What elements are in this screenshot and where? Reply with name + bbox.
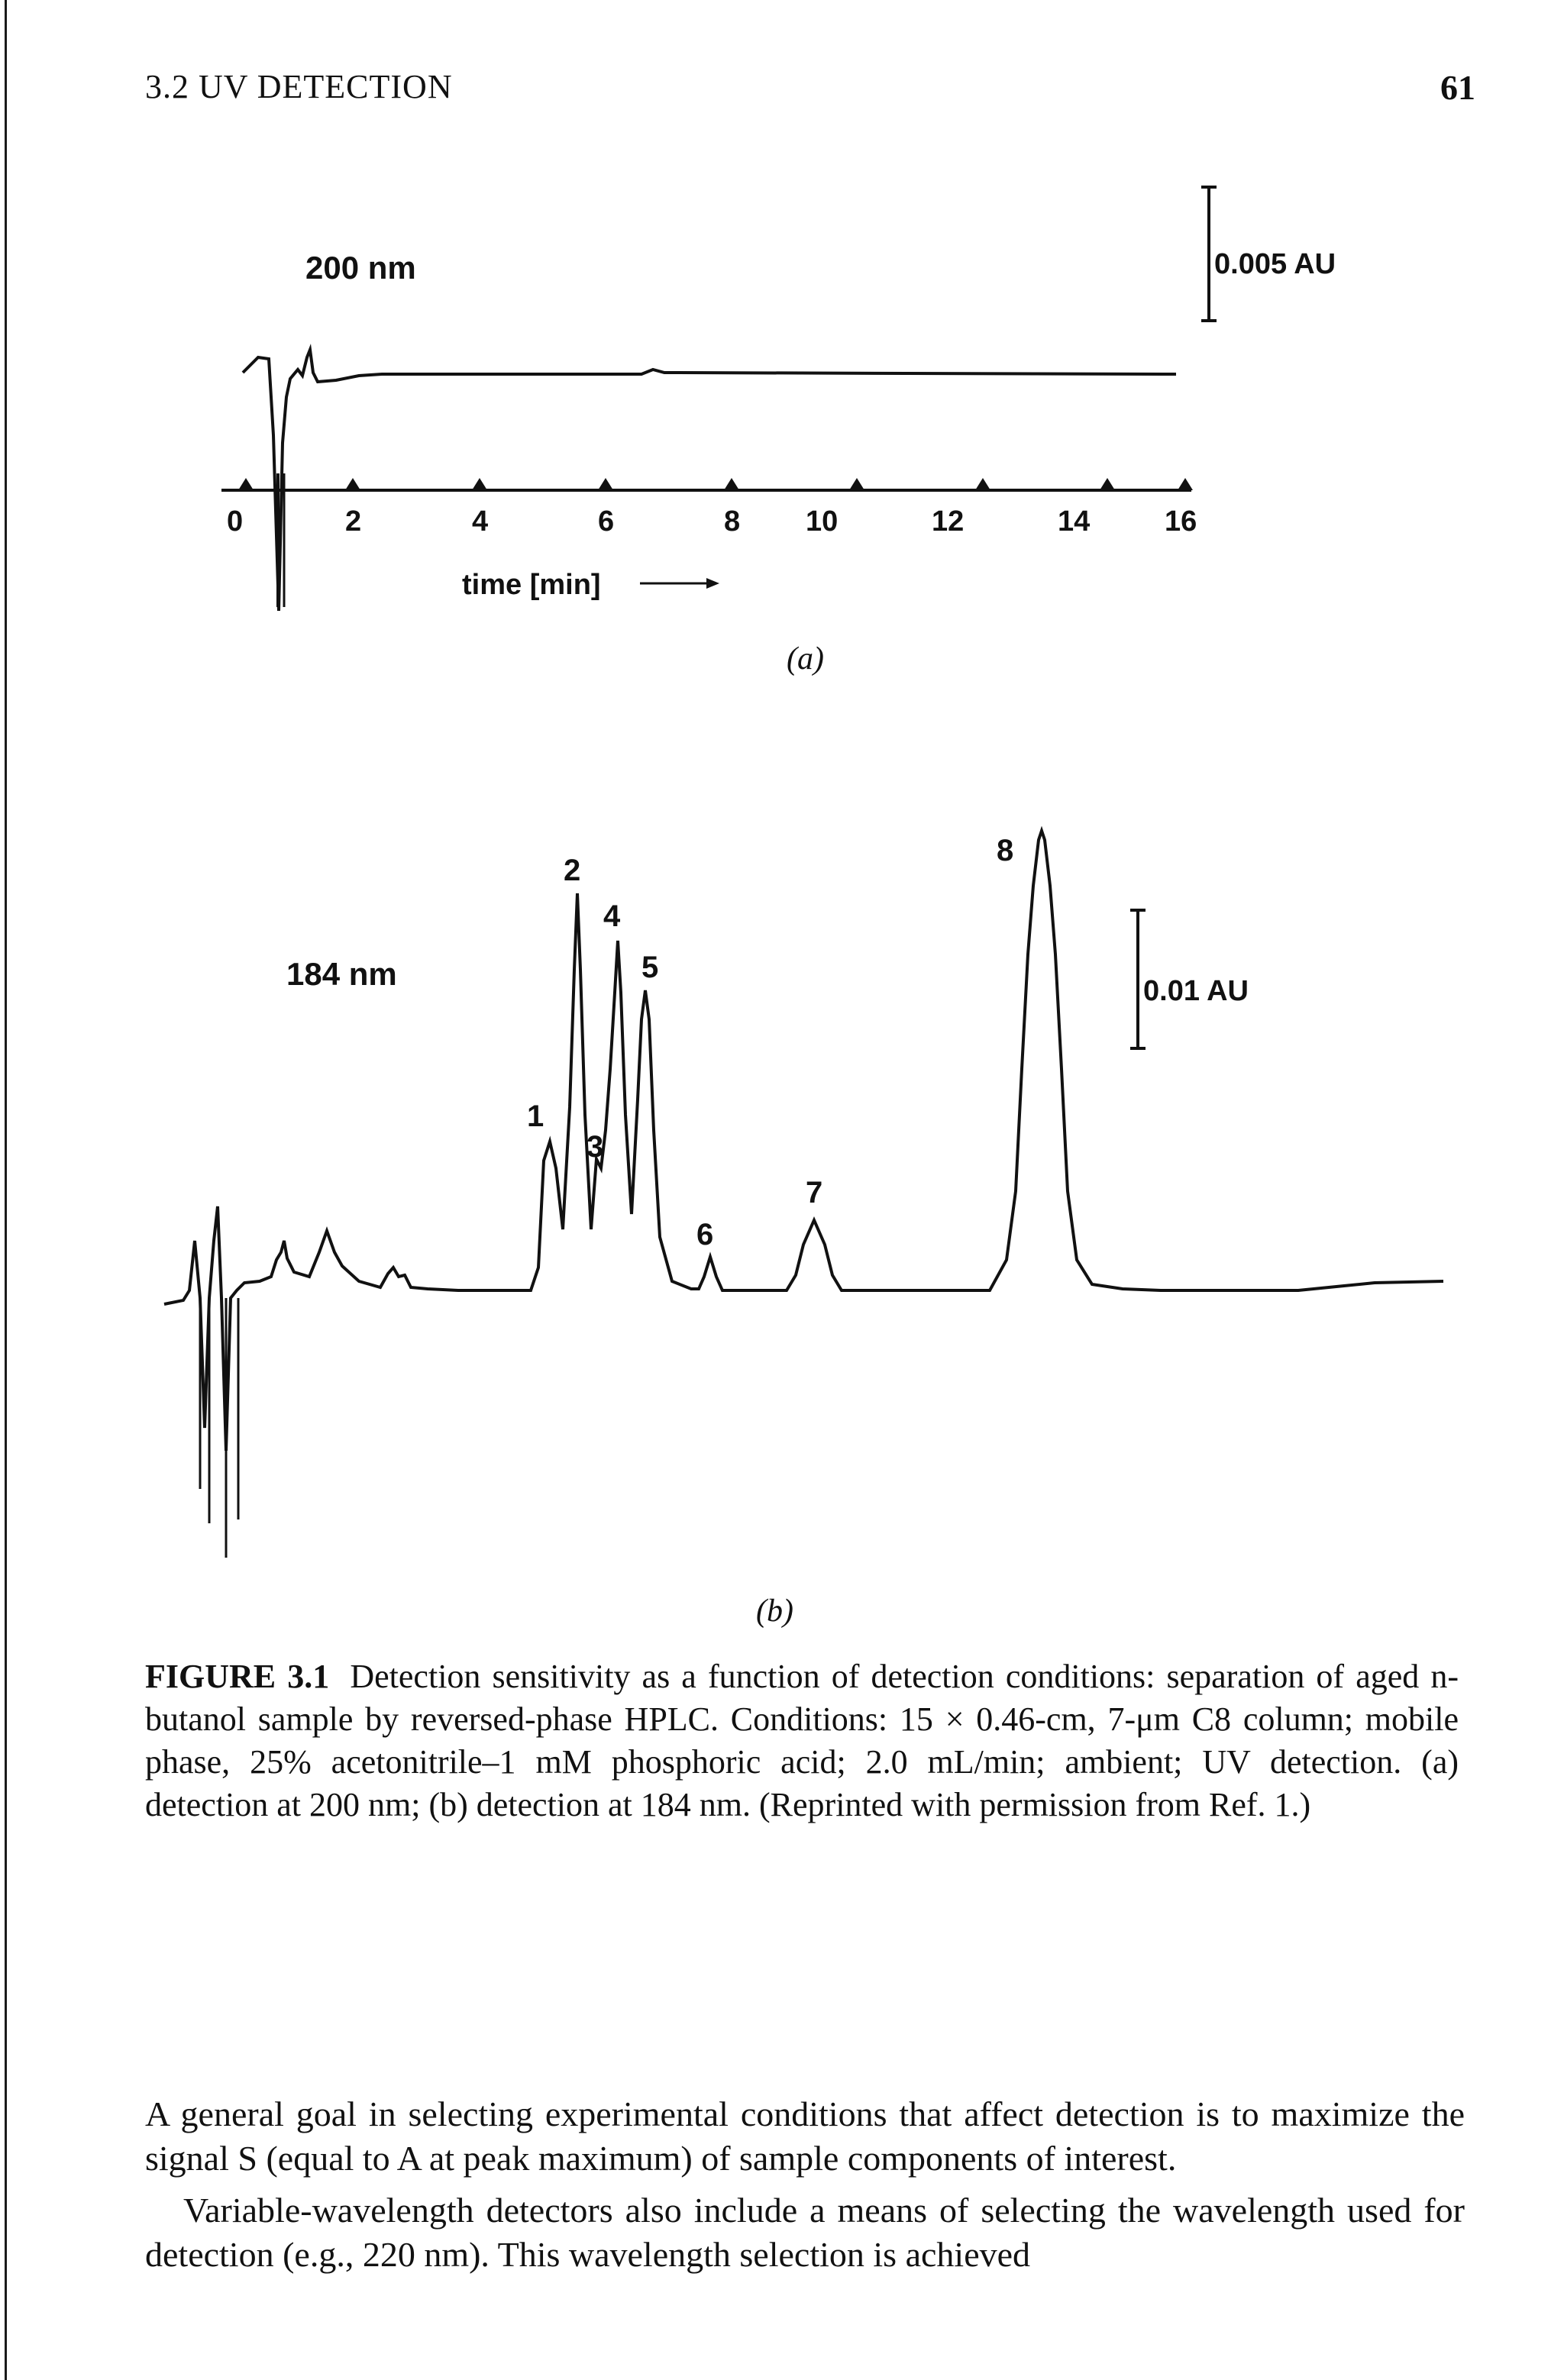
body-paragraph: Variable-wavelength detectors also include a means of selecting the wavelength used for detection (e.g., 220 nm). This wavelength selection is achieved: [145, 2191, 1465, 2274]
panel-b-wavelength-label: 184 nm: [286, 956, 397, 992]
figure-caption: [145, 1655, 1459, 1826]
panel-a-tick-label: 0: [227, 505, 244, 538]
panel-a-tick-label: 10: [806, 505, 839, 538]
panel-b-peak-labels: [527, 834, 1013, 1251]
peak-label: 2: [564, 854, 581, 887]
peak-label: 8: [997, 834, 1014, 867]
panel-a-tick-label: 14: [1058, 505, 1091, 538]
running-head: 3.2 UV DETECTION: [145, 68, 453, 105]
panel-a-tick-label: 4: [472, 505, 489, 538]
panel-a-wavelength-label: 200 nm: [305, 250, 416, 286]
figure-caption-label: FIGURE 3.1: [145, 1658, 330, 1695]
panel-a-tick-label: 6: [598, 505, 615, 538]
panel-a-tick-label: 8: [724, 505, 741, 538]
panel-b-scale-label: 0.01 AU: [1143, 975, 1249, 1007]
page-number: 61: [1440, 68, 1475, 107]
panel-b: [164, 831, 1443, 1629]
figure-caption-text: Detection sensitivity as a function of detection conditions: separation of aged n-butanol sample by reversed-phase HPLC. Conditions: 15 × 0.46-cm, 7-μm C8 column; mobile phase, 25% acetonitrile–1 mM phosphoric acid; 2.0 mL/min; ambient; UV detection. (a) detection at 200 nm; (b) detection at 184 nm. (Reprinted with permission from Ref. 1.): [145, 1658, 1459, 1823]
peak-label: 5: [641, 951, 659, 984]
peak-label: 3: [586, 1130, 604, 1164]
panel-a-axis-tick-labels: [227, 505, 1197, 538]
peak-label: 4: [603, 899, 621, 933]
panel-a: [221, 187, 1336, 677]
panel-a-axis-title: time [min]: [462, 569, 601, 601]
panel-b-sublabel: (b): [756, 1594, 793, 1629]
peak-label: 7: [806, 1176, 823, 1209]
panel-a-scale-label: 0.005 AU: [1214, 248, 1336, 280]
body-paragraph: A general goal in selecting experimental conditions that affect detection is to maximize the signal S (equal to A at peak maximum) of sample components of interest.: [145, 2094, 1465, 2178]
panel-a-trace: [243, 350, 1176, 611]
panel-b-trace: [164, 831, 1443, 1451]
body-text: [145, 2092, 1465, 2277]
peak-label: 1: [527, 1100, 544, 1133]
panel-a-tick-label: 16: [1165, 505, 1197, 538]
panel-a-tick-label: 12: [932, 505, 965, 538]
panel-a-tick-label: 2: [345, 505, 362, 538]
panel-a-axis-tick-marks: [238, 478, 1193, 490]
panel-a-sublabel: (a): [787, 641, 824, 677]
peak-label: 6: [696, 1218, 714, 1251]
